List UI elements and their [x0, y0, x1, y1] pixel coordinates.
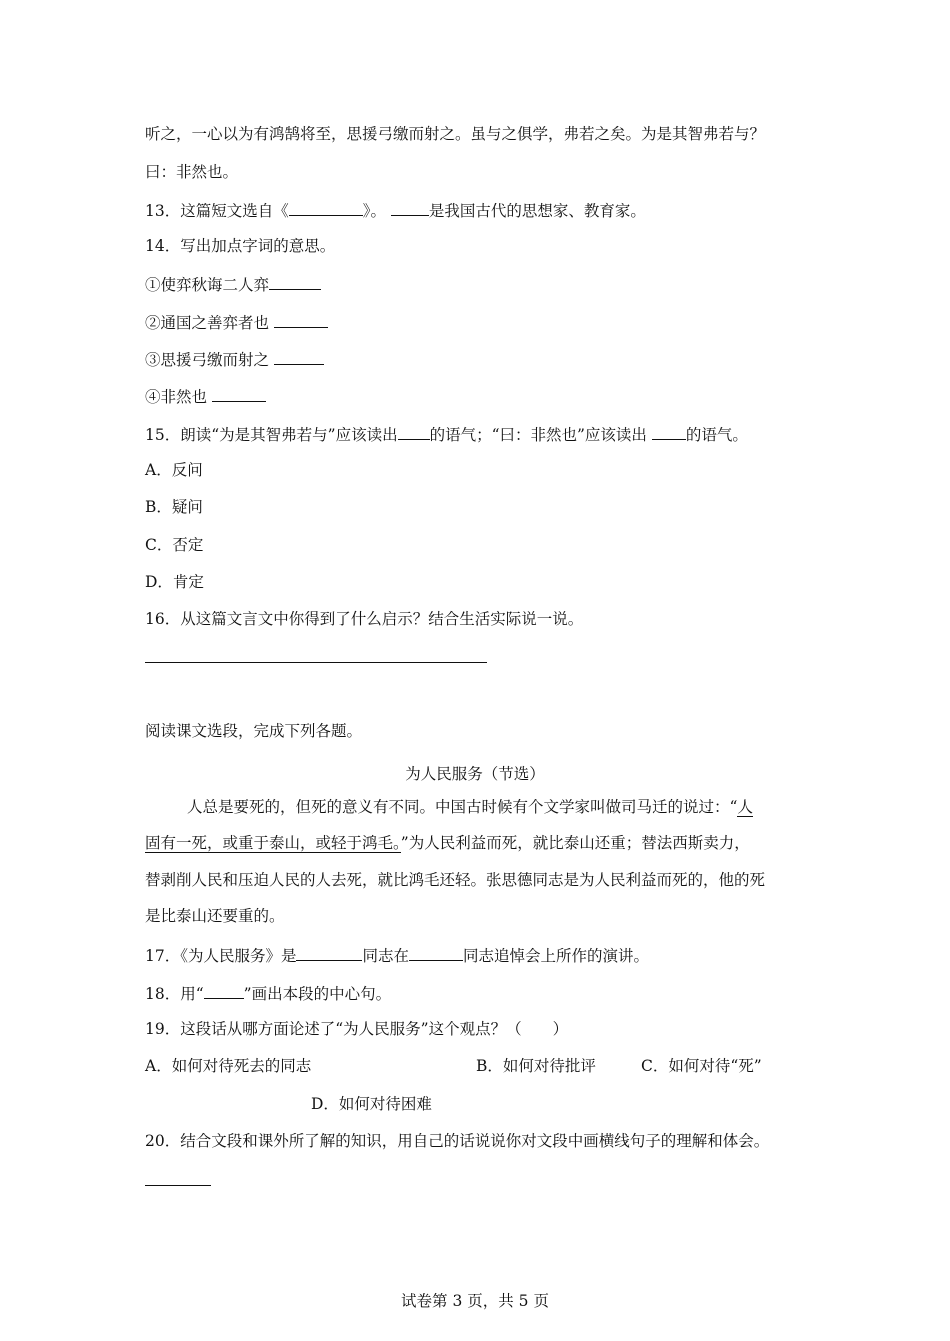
- option-c[interactable]: C．否定: [145, 536, 204, 554]
- answer-blank[interactable]: [289, 199, 363, 216]
- answer-line[interactable]: [145, 662, 487, 663]
- question-18: 18．用“ ”画出本段的中心句。: [145, 982, 391, 1004]
- answer-blank[interactable]: [274, 348, 324, 365]
- option-a[interactable]: A．如何对待死去的同志: [145, 1057, 312, 1075]
- option-d[interactable]: D．肯定: [145, 573, 204, 591]
- question-14-item: ④非然也: [145, 385, 266, 407]
- answer-blank[interactable]: [274, 311, 328, 328]
- question-16: 16．从这篇文言文中你得到了什么启示？结合生活实际说一说。: [145, 610, 584, 628]
- question-15: 15．朗读“为是其智弗若与”应该读出 的语气；“曰：非然也”应该读出 的语气。: [145, 423, 748, 445]
- question-14-item: ①使弈秋诲二人弈: [145, 273, 321, 295]
- answer-blank[interactable]: [296, 944, 362, 961]
- passage-paragraph-line: 人总是要死的，但死的意义有不同。中国古时候有个文学家叫做司马迁的说过：“人: [187, 798, 753, 816]
- answer-blank[interactable]: [391, 199, 429, 216]
- question-14-stem: 14．写出加点字词的意思。: [145, 237, 336, 255]
- passage-paragraph-line: 替剥削人民和压迫人民的人去死，就比鸿毛还轻。张思德同志是为人民利益而死的，他的死: [145, 871, 766, 889]
- passage-line-1: 听之，一心以为有鸿鹄将至，思援弓缴而射之。虽与之俱学，弗若之矣。为是其智弗若与？: [145, 125, 766, 143]
- option-b[interactable]: B．疑问: [145, 498, 203, 516]
- question-19: 19．这段话从哪方面论述了“为人民服务”这个观点？（ ）: [145, 1020, 569, 1038]
- answer-line[interactable]: [145, 1185, 211, 1186]
- answer-blank[interactable]: [652, 423, 686, 440]
- answer-blank[interactable]: [398, 423, 430, 440]
- question-20: 20．结合文段和课外所了解的知识，用自己的话说说你对文段中画横线句子的理解和体会。: [145, 1132, 770, 1150]
- answer-blank[interactable]: [269, 273, 321, 290]
- option-d[interactable]: D．如何对待困难: [311, 1095, 432, 1113]
- underlined-sentence: 固有一死，或重于泰山，或轻于鸿毛。: [145, 834, 401, 852]
- option-a[interactable]: A．反问: [145, 461, 203, 479]
- passage-title: 为人民服务（节选）: [405, 765, 545, 783]
- question-14-item: ②通国之善弈者也: [145, 311, 328, 333]
- page-footer: 试卷第 3 页，共 5 页: [401, 1292, 549, 1310]
- question-17: 17．《为人民服务》是 同志在 同志追悼会上所作的演讲。: [145, 944, 649, 966]
- section-intro: 阅读课文选段，完成下列各题。: [145, 722, 363, 740]
- answer-blank[interactable]: [204, 982, 244, 999]
- passage-line-2: 曰：非然也。: [145, 163, 239, 181]
- answer-blank[interactable]: [409, 944, 463, 961]
- question-14-item: ③思援弓缴而射之: [145, 348, 324, 370]
- option-b[interactable]: B．如何对待批评: [476, 1057, 596, 1075]
- answer-blank[interactable]: [212, 385, 266, 402]
- passage-paragraph-line: 是比泰山还要重的。: [145, 907, 285, 925]
- option-c[interactable]: C．如何对待“死”: [641, 1057, 762, 1075]
- passage-paragraph-line: 固有一死，或重于泰山，或轻于鸿毛。”为人民利益而死，就比泰山还重；替法西斯卖力，: [145, 834, 750, 852]
- question-13: 13．这篇短文选自《 》。 是我国古代的思想家、教育家。: [145, 199, 646, 221]
